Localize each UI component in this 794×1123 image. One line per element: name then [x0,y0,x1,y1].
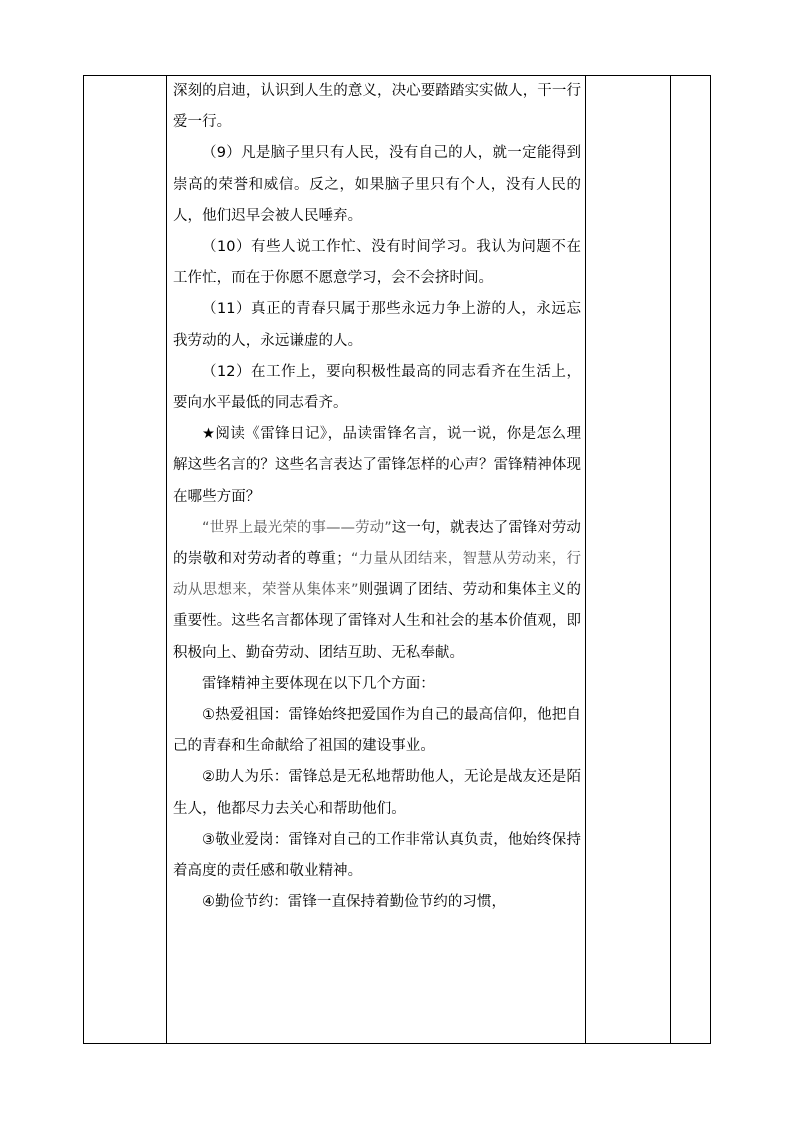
aspects-intro: 雷锋精神主要体现在以下几个方面： [202,675,435,692]
aspect-item-2: ②助人为乐：雷锋总是无私地帮助他人，无论是战友还是陌生人，他都尽力去关心和帮助他们。 [173,769,581,817]
teaching-content-cell [173,76,581,1045]
answer-paragraph [173,513,581,669]
quote-item-9: （9）凡是脑子里只有人民，没有自己的人，就一定能得到崇高的荣誉和威信。反之，如果脑子里只有个人，没有人民的人，他们迟早会被人民唾弃。 [173,145,581,224]
reading-task: ★阅读《雷锋日记》，品读雷锋名言，说一说，你是怎么理解这些名言的？这些名言表达了雷锋怎样的心声？雷锋精神体现在哪些方面？ [173,426,581,505]
lesson-plan-table [83,75,711,1044]
table-column-divider-3 [670,76,671,1043]
table-column-divider-2 [585,76,586,1043]
answer-segment-2: 则强调了团结、劳动和集体主义的重要性。这些名言都体现了雷锋对人生和社会的基本价值观，即积极向上、勤奋劳动、团结互助、无私奉献。 [173,582,581,661]
paragraph-intro: 深刻的启迪，认识到人生的意义，决心要踏踏实实做人，干一行爱一行。 [173,83,581,131]
answer-quote-2: “力量从团结来，智慧从劳动来，行动从思想来，荣誉从集体来” [173,551,581,599]
table-column-divider-1 [166,76,167,1043]
quote-item-12: （12）在工作上，要向积极性最高的同志看齐在生活上，要向水平最低的同志看齐。 [173,363,581,412]
quote-item-11: （11）真正的青春只属于那些永远力争上游的人，永远忘我劳动的人，永远谦虚的人。 [173,301,581,349]
quote-item-10: （10）有些人说工作忙、没有时间学习。我认为问题不在工作忙，而在于你愿不愿意学习，会不会挤时间。 [173,239,581,287]
answer-segment-1: 这一句，就表达了雷锋对劳动的崇敬和对劳动者的尊重； [173,519,581,568]
aspect-item-4: ④勤俭节约：雷锋一直保持着勤俭节约的习惯， [202,894,507,911]
aspect-item-1: ①热爱祖国：雷锋始终把爱国作为自己的最高信仰，他把自己的青春和生命献给了祖国的建设事业。 [173,707,581,755]
answer-quote-1: “世界上最光荣的事——劳动” [202,519,392,536]
aspect-item-3: ③敬业爱岗：雷锋对自己的工作非常认真负责，他始终保持着高度的责任感和敬业精神。 [173,831,581,880]
